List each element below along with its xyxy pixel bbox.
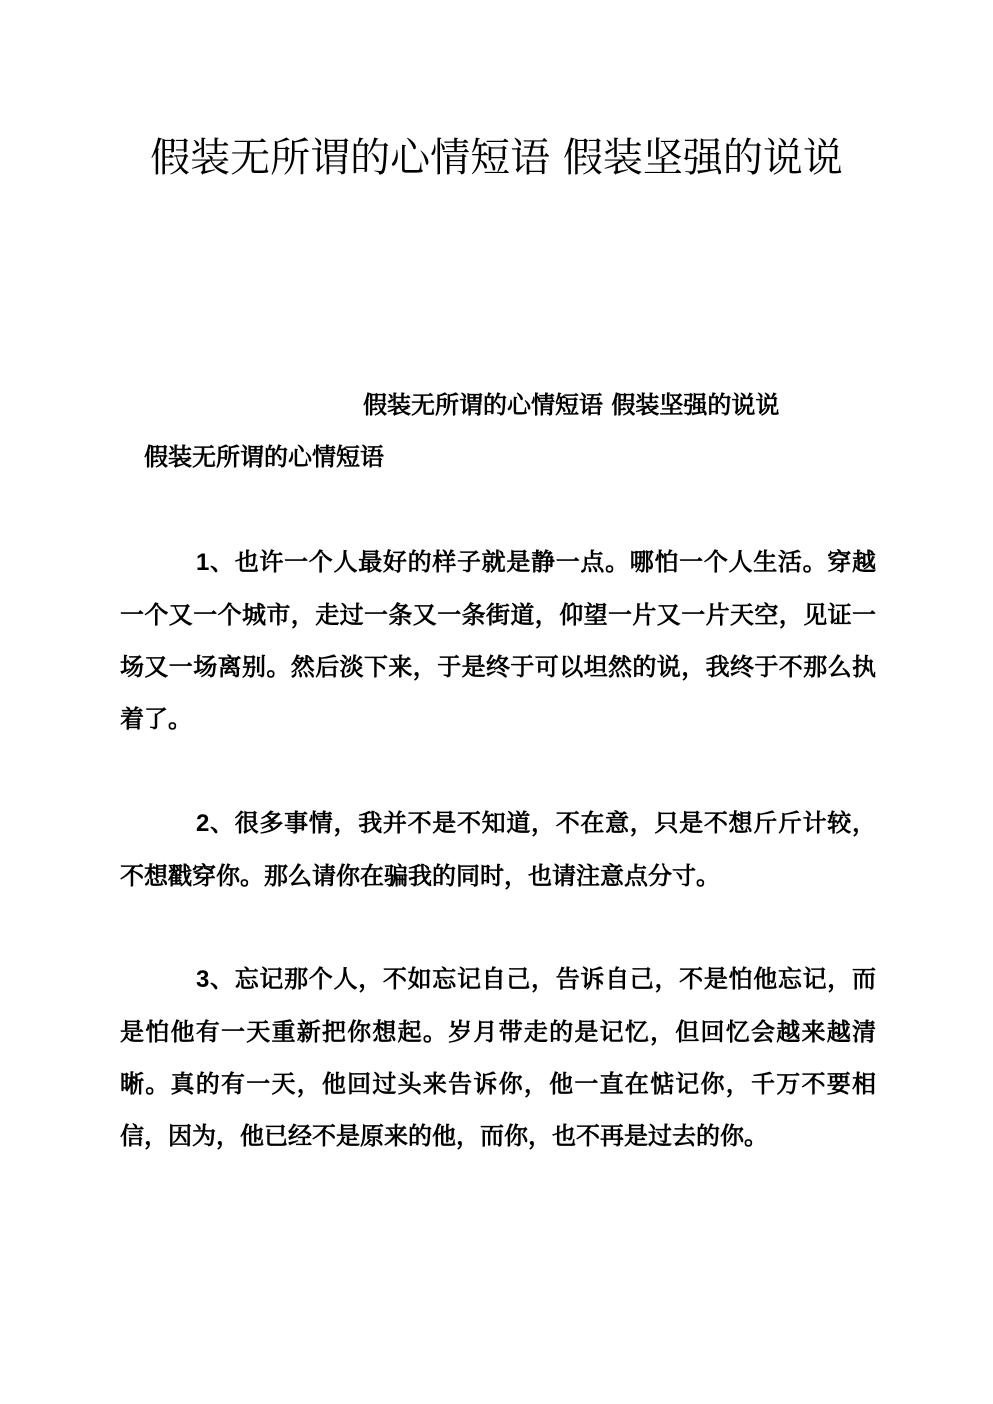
- paragraph-text: 、很多事情，我并不是不知道，不在意，只是不想斤斤计较，不想戳穿你。那么请你在骗我的同时，也请注意点分寸。: [120, 808, 876, 890]
- paragraph-text: 、也许一个人最好的样子就是静一点。哪怕一个人生活。穿越一个又一个城市，走过一条又一条街道，仰望一片又一片天空，见证一场又一场离别。然后淡下来，于是终于可以坦然的说，我终于不那么执着了。: [120, 547, 876, 733]
- subtitle-line-1: 假装无所谓的心情短语 假装坚强的说说: [363, 390, 780, 419]
- paragraph-number: 3: [196, 966, 210, 993]
- document-title: 假装无所谓的心情短语 假装坚强的说说: [150, 135, 843, 181]
- paragraph-number: 1: [196, 549, 210, 576]
- paragraph-3: [120, 953, 876, 1162]
- paragraph-text: 、忘记那个人，不如忘记自己，告诉自己，不是怕他忘记，而是怕他有一天重新把你想起。岁月带走的是记忆，但回忆会越来越清晰。真的有一天，他回过头来告诉你，他一直在惦记你，千万不要相信，因为，他已经不是原来的他，而你，也不再是过去的你。: [120, 964, 876, 1150]
- subtitle-line-2: 假装无所谓的心情短语: [144, 442, 384, 471]
- paragraph-number: 2: [196, 810, 210, 837]
- paragraph-2: [120, 797, 876, 902]
- paragraph-1: [120, 536, 876, 745]
